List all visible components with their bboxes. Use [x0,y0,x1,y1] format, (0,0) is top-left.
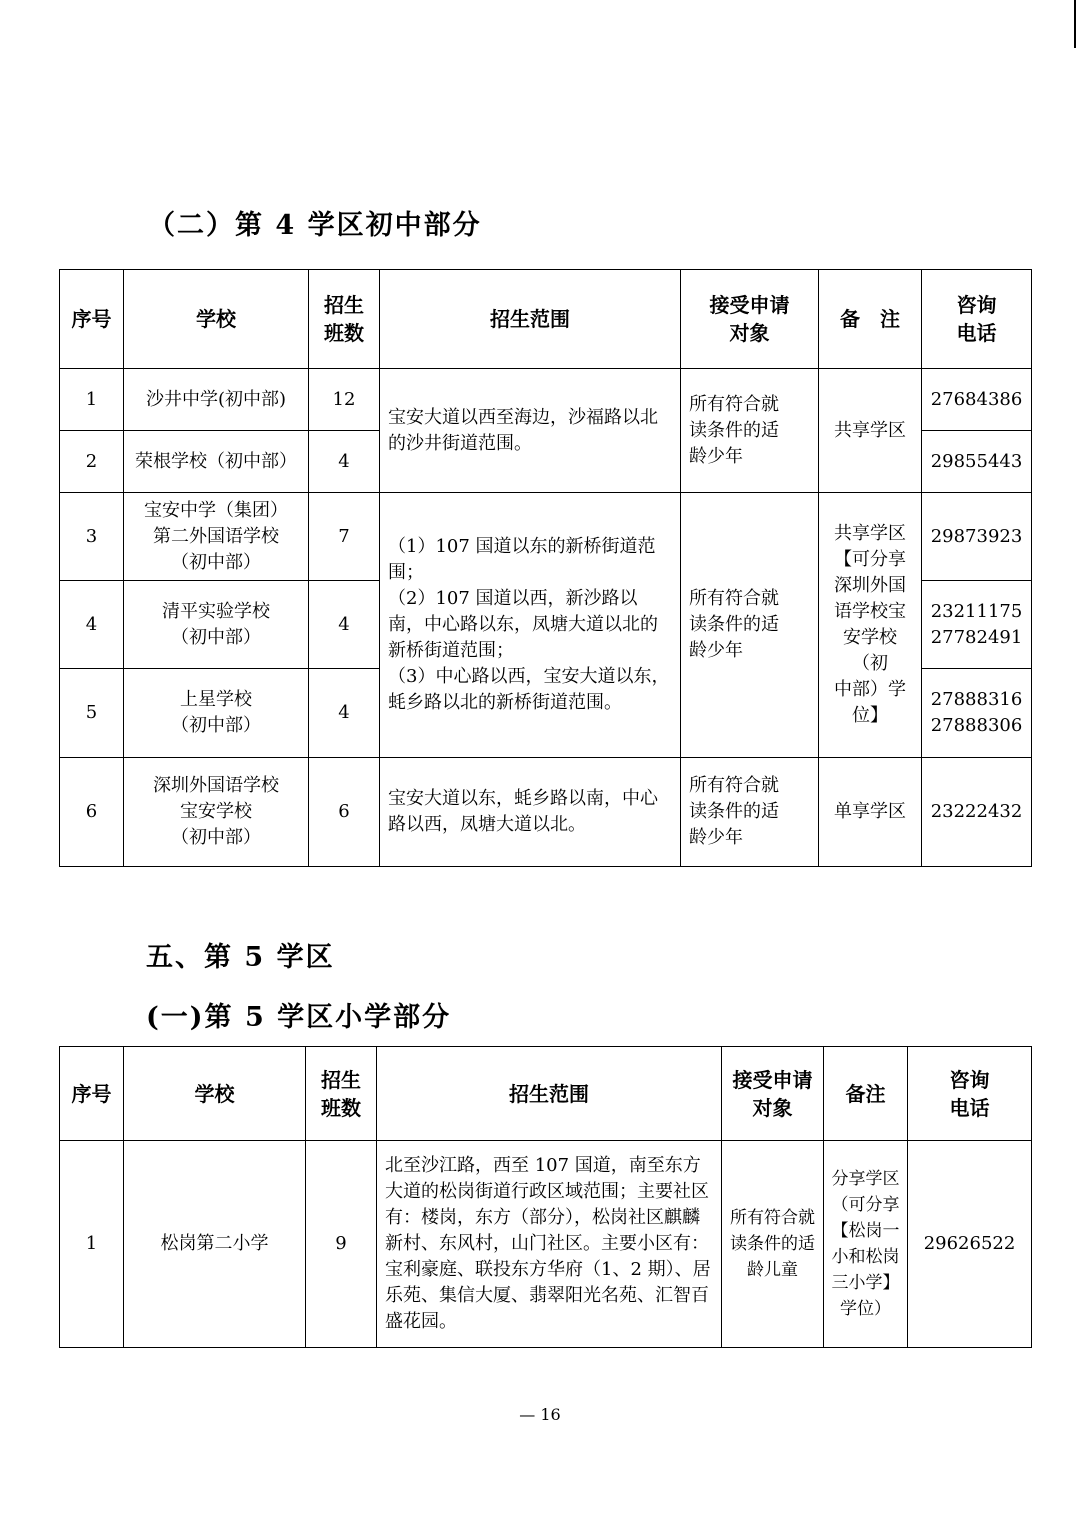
cell-school: 宝安中学（集团） 第二外国语学校 （初中部） [124,493,309,581]
header-notes: 备注 [824,1047,908,1141]
cell-scope: （1）107 国道以东的新桥街道范围； （2）107 国道以西，新沙路以南，中心路以东，凤塘大道以北的新桥街道范围； （3）中心路以西，宝安大道以东，蚝乡路以北的新桥街道范围。 [380,493,681,758]
header-target: 接受申请 对象 [681,270,819,369]
cell-phone: 29626522 [908,1141,1032,1348]
cell-scope: 宝安大道以东，蚝乡路以南，中心路以西，凤塘大道以北。 [380,758,681,867]
cell-scope: 北至沙江路，西至 107 国道，南至东方大道的松岗街道行政区域范围；主要社区有：楼岗，东方（部分），松岗社区麒麟新村、东风村，山门社区。主要小区有：宝利豪庭、联投东方华府（1、2 期）、居乐苑、集信大厦、翡翠阳光名苑、汇智百盛花园。 [377,1141,722,1348]
cell-seq: 6 [60,758,124,867]
header-phone: 咨询 电话 [922,270,1032,369]
header-classes: 招生 班数 [306,1047,377,1141]
table-row [60,758,1032,867]
cell-notes: 共享学区 【可分享 深圳外国 语学校宝 安学校（初 中部）学 位】 [819,493,922,758]
section-heading-district4-middle: （二）第 4 学区初中部分 [148,210,482,241]
cell-notes: 分享学区 （可分享 【松岗一 小和松岗 三小学】 学位） [824,1141,908,1348]
cell-classes: 4 [309,431,380,493]
cell-classes: 9 [306,1141,377,1348]
header-scope: 招生范围 [380,270,681,369]
cell-phone: 27888316 27888306 [922,669,1032,758]
section-heading-district5: 五、第 5 学区 [146,942,335,973]
header-school: 学校 [124,1047,306,1141]
cell-seq: 5 [60,669,124,758]
table-row [60,493,1032,581]
cell-phone: 29873923 [922,493,1032,581]
cell-target: 所有符合就 读条件的适 龄儿童 [722,1141,824,1348]
header-scope: 招生范围 [377,1047,722,1141]
cell-classes: 6 [309,758,380,867]
header-seq: 序号 [60,270,124,369]
section-heading-district5-primary: (一)第 5 学区小学部分 [146,1002,452,1033]
cell-seq: 1 [60,1141,124,1348]
cell-target: 所有符合就 读条件的适 龄少年 [681,758,819,867]
cell-phone: 27684386 [922,369,1032,431]
table-row [60,369,1032,431]
cell-classes: 12 [309,369,380,431]
header-classes: 招生 班数 [309,270,380,369]
cell-school: 清平实验学校 （初中部） [124,581,309,669]
cell-notes: 单享学区 [819,758,922,867]
header-phone: 咨询 电话 [908,1047,1032,1141]
header-target: 接受申请 对象 [722,1047,824,1141]
cell-classes: 7 [309,493,380,581]
cell-seq: 3 [60,493,124,581]
header-seq: 序号 [60,1047,124,1141]
header-school: 学校 [124,270,309,369]
cell-seq: 4 [60,581,124,669]
cell-target: 所有符合就 读条件的适 龄少年 [681,369,819,493]
cell-classes: 4 [309,581,380,669]
district4-middle-table [59,269,1032,867]
cell-phone: 23222432 [922,758,1032,867]
cell-school: 上星学校 （初中部） [124,669,309,758]
cell-seq: 2 [60,431,124,493]
cell-seq: 1 [60,369,124,431]
cell-phone: 23211175 27782491 [922,581,1032,669]
cell-scope: 宝安大道以西至海边，沙福路以北的沙井街道范围。 [380,369,681,493]
cell-school: 沙井中学(初中部) [124,369,309,431]
page-number: — 16 [519,1405,561,1424]
district5-primary-table [59,1046,1032,1348]
cell-school: 荣根学校（初中部） [124,431,309,493]
cell-phone: 29855443 [922,431,1032,493]
table-row [60,1141,1032,1348]
page-edge-mark [1074,0,1076,48]
cell-classes: 4 [309,669,380,758]
cell-school: 松岗第二小学 [124,1141,306,1348]
cell-school: 深圳外国语学校 宝安学校 （初中部） [124,758,309,867]
cell-notes: 共享学区 [819,369,922,493]
cell-target: 所有符合就 读条件的适 龄少年 [681,493,819,758]
header-notes: 备 注 [819,270,922,369]
